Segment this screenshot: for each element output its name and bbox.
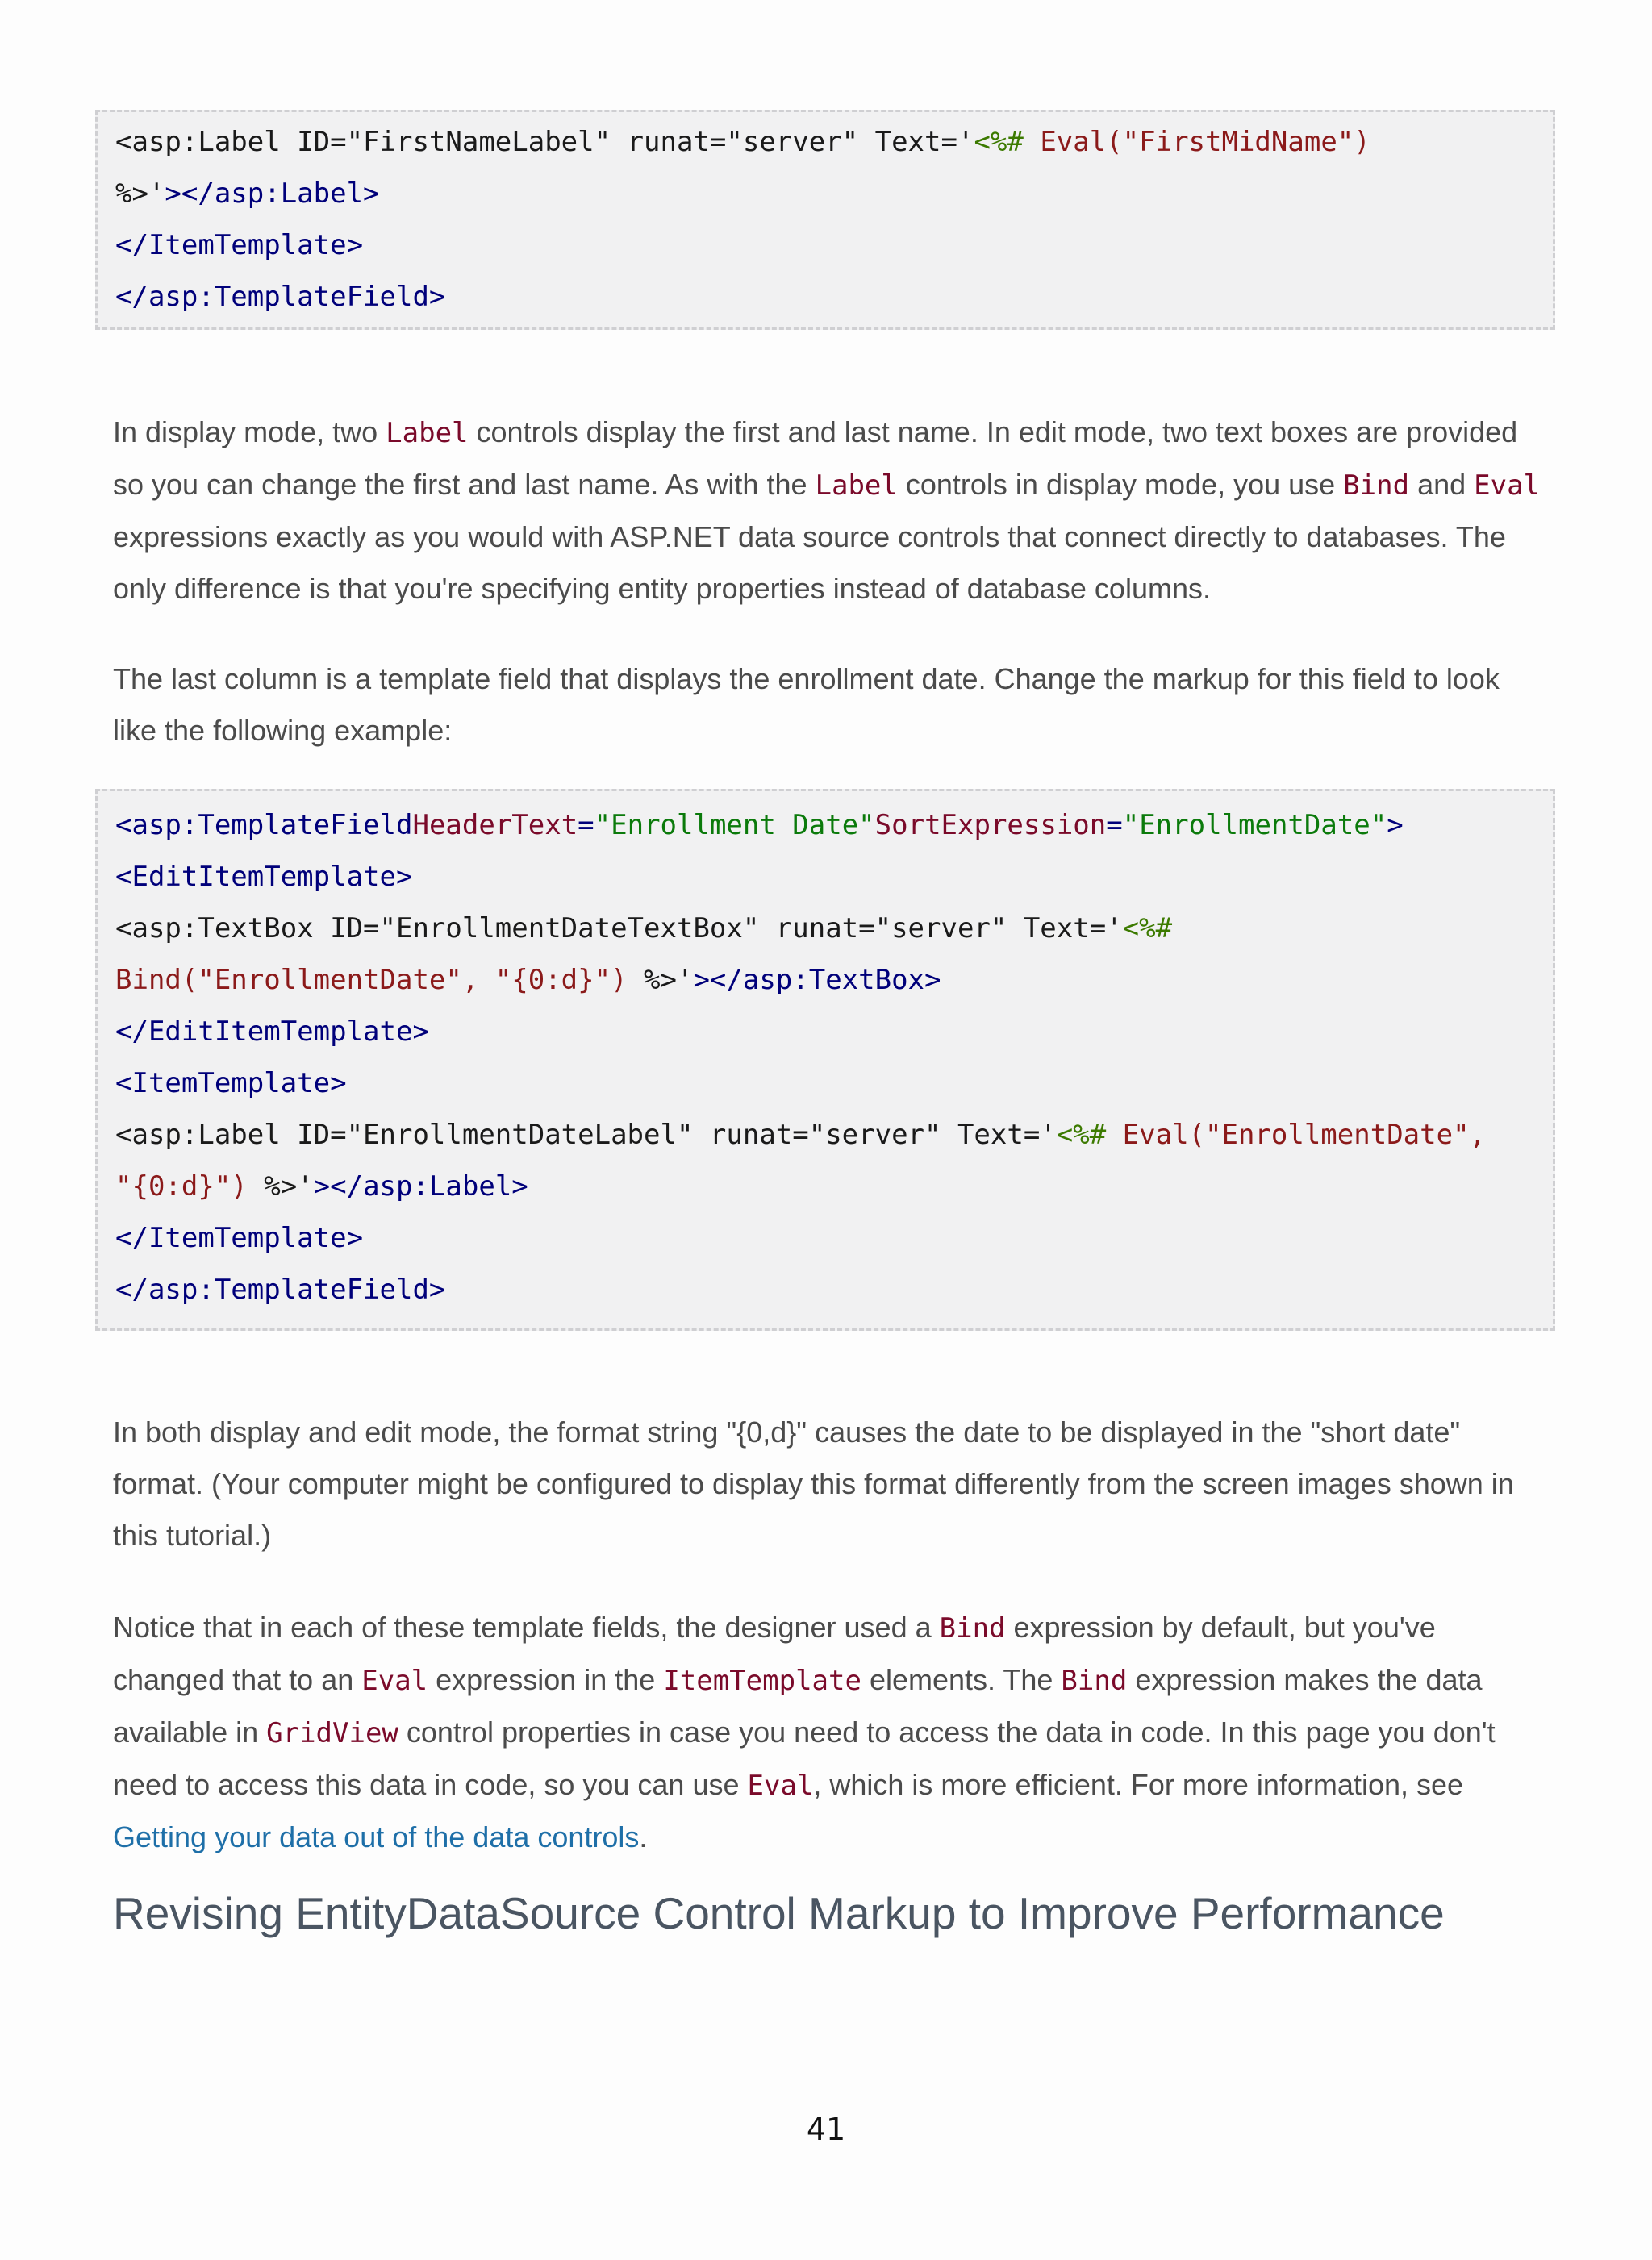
code-line — [115, 271, 1535, 323]
code-line — [115, 954, 1535, 1006]
code-token: <ItemTemplate> — [115, 1067, 347, 1099]
code-token: ></asp:Label> — [165, 177, 380, 210]
code-line — [115, 1109, 1535, 1161]
paragraph-bind-eval-note — [113, 1602, 1541, 1863]
code-token: Eval("EnrollmentDate", — [1106, 1119, 1487, 1151]
code-block-enrollment-date — [95, 789, 1555, 1331]
text-run: elements. The — [861, 1663, 1062, 1696]
text-run: controls display the first and last name. In edit mode, two text boxes are provided so you can change the first and last name. As with the — [113, 415, 1518, 501]
code-token: <EditItemTemplate> — [115, 861, 413, 893]
inline-code: ItemTemplate — [663, 1665, 861, 1697]
inline-code: GridView — [266, 1717, 398, 1749]
text-run: expression by default, but you've changed that to an — [113, 1611, 1436, 1696]
text-run: expression makes the data available in — [113, 1663, 1483, 1749]
text-run: controls in display mode, you use — [897, 468, 1344, 501]
code-token: <asp:TemplateField — [115, 809, 413, 841]
code-token: %>' — [247, 1170, 314, 1203]
code-token: <%# — [1122, 912, 1173, 944]
code-line — [115, 1006, 1535, 1057]
code-token: <asp:Label ID="EnrollmentDateLabel" runat="server" Text=' — [115, 1119, 1057, 1151]
code-line — [115, 799, 1535, 851]
code-token: = — [1106, 809, 1123, 841]
text-run: In display mode, two — [113, 415, 386, 448]
page-number: 41 — [806, 2112, 846, 2147]
paragraph-display-mode — [113, 407, 1541, 615]
paragraph-last-column: The last column is a template field that displays the enrollment date. Change the markup for this field to look like the following example: — [113, 662, 1500, 747]
code-token: </asp:TemplateField> — [115, 281, 446, 313]
paragraph-format-string: In both display and edit mode, the format string "{0,d}" causes the date to be displayed in the "short date" format. (Your computer might be configured to display this format differently from the screen images shown in this tutorial.) — [113, 1416, 1514, 1552]
code-token: "Enrollment Date" — [594, 809, 875, 841]
code-line — [115, 219, 1535, 271]
text-run: . — [639, 1820, 648, 1853]
inline-code: Eval — [361, 1665, 428, 1697]
code-token: Eval("FirstMidName") — [1023, 126, 1370, 158]
inline-code: Bind — [1343, 469, 1410, 502]
code-line — [115, 851, 1535, 903]
code-token: </ItemTemplate> — [115, 1222, 364, 1254]
inline-code: Bind — [939, 1612, 1006, 1645]
code-token: Bind("EnrollmentDate", "{0:d}") — [115, 964, 628, 996]
code-token: <%# — [1056, 1119, 1107, 1151]
link-getting-data-out[interactable]: Getting your data out of the data controls — [113, 1820, 640, 1853]
text-run: expressions exactly as you would with ASP.NET data source controls that connect directly to databases. The only difference is that you're specifying entity properties instead of database columns. — [113, 520, 1506, 605]
code-block-template-field-firstname — [95, 110, 1555, 330]
code-token: <asp:Label ID="FirstNameLabel" runat="server" Text=' — [115, 126, 974, 158]
code-line — [115, 1212, 1535, 1264]
code-line — [115, 1057, 1535, 1109]
code-line — [115, 1161, 1535, 1212]
code-token: = — [578, 809, 594, 841]
code-token: </asp:TemplateField> — [115, 1274, 446, 1306]
code-token: ></asp:TextBox> — [693, 964, 941, 996]
code-token: "{0:d}") — [115, 1170, 248, 1203]
inline-code: Eval — [747, 1770, 814, 1802]
code-token: <asp:TextBox ID="EnrollmentDateTextBox" runat="server" Text=' — [115, 912, 1123, 944]
code-token: <%# — [974, 126, 1024, 158]
code-token: </EditItemTemplate> — [115, 1015, 429, 1048]
inline-code: Label — [815, 469, 898, 502]
text-run: and — [1409, 468, 1475, 501]
code-token: > — [1387, 809, 1404, 841]
code-line — [115, 116, 1535, 168]
code-line — [115, 1264, 1535, 1316]
code-token: "EnrollmentDate" — [1122, 809, 1387, 841]
code-token: SortExpression — [874, 809, 1107, 841]
inline-code: Label — [386, 417, 469, 449]
code-token: %>' — [627, 964, 694, 996]
code-token: %>' — [115, 177, 165, 210]
inline-code: Bind — [1061, 1665, 1128, 1697]
text-run: Notice that in each of these template fields, the designer used a — [113, 1611, 940, 1644]
code-line — [115, 903, 1535, 954]
code-token: </ItemTemplate> — [115, 229, 364, 261]
code-line — [115, 168, 1535, 219]
section-heading: Revising EntityDataSource Control Markup to Improve Performance — [113, 1888, 1445, 1938]
text-run: control properties in case you need to access the data in code. In this page you don't need to access this data in code, so you can use — [113, 1716, 1496, 1801]
code-token: HeaderText — [412, 809, 578, 841]
text-run: expression in the — [428, 1663, 664, 1696]
text-run: , which is more efficient. For more information, see — [813, 1768, 1464, 1801]
inline-code: Eval — [1474, 469, 1541, 502]
code-token: ></asp:Label> — [313, 1170, 528, 1203]
